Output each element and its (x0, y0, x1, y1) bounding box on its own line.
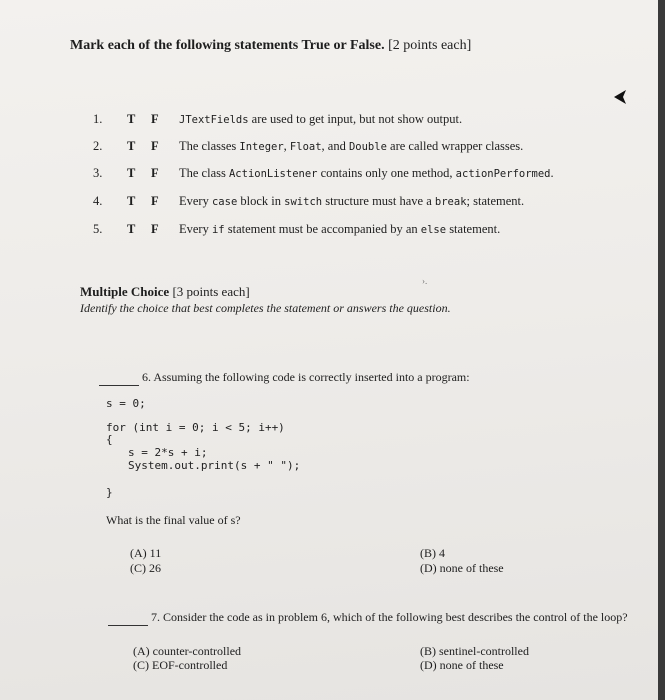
code-term: Double (348, 141, 387, 153)
code-term: Integer (239, 141, 284, 153)
statement-text: Every (179, 194, 212, 208)
code-term: break (434, 196, 467, 208)
heading-text: Mark each of the following statements True or False. (70, 38, 385, 53)
statement-text: statement. (446, 222, 501, 236)
tf-statement (179, 139, 523, 154)
false-option[interactable]: F (151, 166, 159, 180)
statement-text: , and (321, 139, 349, 153)
statement-text: The classes (179, 139, 240, 153)
statement-text: structure must have a (322, 194, 435, 208)
tf-number: 5. (93, 222, 103, 236)
question-7-text: 7. Consider the code as in problem 6, which of the following best describes the control of the loop? (151, 610, 628, 624)
tf-row (0, 112, 660, 134)
false-option[interactable]: F (151, 139, 159, 153)
tf-number: 3. (93, 166, 103, 180)
tf-row (0, 166, 660, 188)
option-b: (B) 4 (420, 546, 445, 560)
option-b: (B) sentinel-controlled (420, 644, 529, 658)
true-option[interactable]: T (127, 222, 136, 236)
tf-number: 4. (93, 194, 103, 208)
statement-text: ; statement. (466, 194, 525, 208)
statement-text: The class (179, 166, 229, 180)
heading-points: [2 points each] (388, 38, 472, 53)
tf-statement (179, 112, 462, 127)
statement-text: contains only one method, (317, 166, 456, 180)
mc-points: [3 points each] (172, 284, 250, 299)
code-term: else (420, 224, 447, 236)
code-term: case (211, 196, 238, 208)
true-option[interactable]: T (127, 194, 136, 208)
mouse-pointer-icon (612, 88, 630, 106)
code-term: ActionListener (228, 168, 318, 180)
option-a: (A) 11 (130, 546, 162, 560)
question-6-prompt (99, 370, 470, 386)
tf-number: 2. (93, 139, 103, 153)
photo-background-edge (658, 0, 665, 700)
code-line: s = 2*s + i; (128, 446, 208, 459)
true-option[interactable]: T (127, 166, 136, 180)
statement-text: are used to get input, but not show output. (248, 112, 463, 126)
answer-blank[interactable] (99, 370, 139, 386)
question-6-question-text: What is the final value of s? (106, 513, 241, 527)
statement-text: statement must be accompanied by an (224, 222, 421, 236)
mc-title-text: Multiple Choice (80, 284, 170, 299)
false-option[interactable]: F (151, 222, 159, 236)
answer-blank[interactable] (108, 610, 148, 626)
tf-row (0, 194, 660, 216)
mc-title (80, 284, 250, 300)
statement-text: . (550, 166, 554, 180)
question-6-question (106, 513, 241, 528)
stray-mark: ›. (422, 276, 428, 286)
tf-statement (179, 166, 554, 181)
mc-instructions: Identify the choice that best completes the statement or answers the question. (80, 301, 451, 315)
code-term: switch (284, 196, 323, 208)
statement-text: Every (179, 222, 212, 236)
false-option[interactable]: F (151, 194, 159, 208)
statement-text: , (283, 139, 290, 153)
true-option[interactable]: T (127, 112, 136, 126)
option-a: (A) counter-controlled (133, 644, 242, 658)
statement-text: are called wrapper classes. (386, 139, 524, 153)
code-line: for (int i = 0; i < 5; i++) (106, 421, 285, 434)
code-term: if (211, 224, 225, 236)
option-c: (C) EOF-controlled (133, 658, 228, 672)
code-line: { (106, 433, 113, 446)
true-option[interactable]: T (127, 139, 136, 153)
code-line: s = 0; (106, 397, 146, 410)
tf-statement (179, 222, 500, 237)
code-line: System.out.print(s + " "); (128, 459, 301, 472)
code-term: JTextFields (179, 114, 249, 126)
option-d: (D) none of these (420, 658, 504, 672)
question-7-prompt (108, 610, 628, 626)
false-option[interactable]: F (151, 112, 159, 126)
tf-number: 1. (93, 112, 103, 126)
tf-statement (179, 194, 524, 209)
code-term: Float (289, 141, 322, 153)
section-heading (70, 38, 471, 54)
option-d: (D) none of these (420, 561, 504, 575)
code-term: actionPerformed (455, 168, 551, 180)
statement-text: block in (237, 194, 285, 208)
question-6-text: 6. Assuming the following code is correctly inserted into a program: (142, 370, 470, 384)
tf-row (0, 222, 660, 244)
option-c: (C) 26 (130, 561, 161, 575)
code-line: } (106, 486, 113, 499)
tf-row (0, 139, 660, 161)
